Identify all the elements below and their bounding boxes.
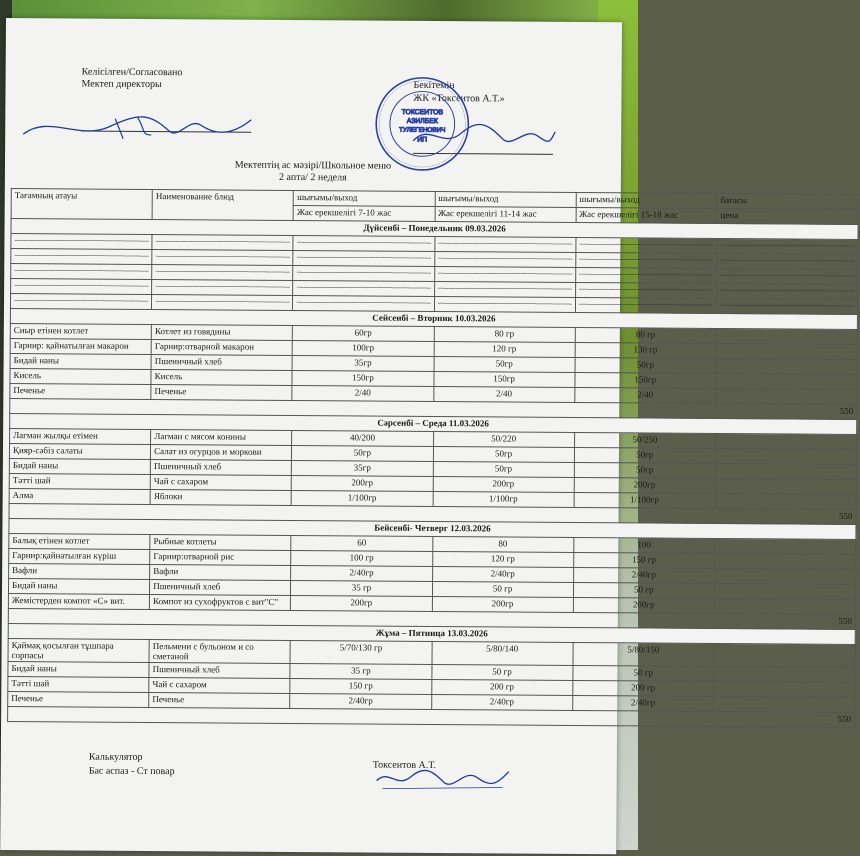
col-dish-kz: Тағамның атауы xyxy=(11,189,152,220)
price-cell xyxy=(716,373,857,389)
price-cell xyxy=(714,583,855,599)
day-title: Жұма – Пятница 13.03.2026 xyxy=(8,624,855,645)
dish-name-ru: Котлет из говядины xyxy=(151,325,292,341)
dish-name-ru: Печенье xyxy=(151,385,292,401)
output-11-14: 200 гр xyxy=(431,679,572,695)
output-7-10: 1/100гр xyxy=(291,491,432,507)
dish-name-ru: Салат из огурцов и моркови xyxy=(151,445,292,461)
dish-name-kz: Тәтті шай xyxy=(8,677,149,693)
dash-cell: -------------------------------------------------------------- xyxy=(716,283,857,299)
output-7-10: 2/40 xyxy=(292,386,433,402)
output-15-18: 200гр xyxy=(574,477,715,493)
price-cell xyxy=(716,343,857,359)
col-output-1: шығымы/выход xyxy=(294,191,435,207)
dish-name-kz: Лагман жылқы етімен xyxy=(10,429,151,445)
dish-name-kz: Тәтті шай xyxy=(9,474,150,490)
dish-name-kz: Бидай наны xyxy=(8,579,149,595)
footer-chef: Бас аспаз - Ст повар xyxy=(88,765,175,778)
output-11-14: 50гр xyxy=(433,446,574,462)
output-11-14: 120 гр xyxy=(434,341,575,357)
output-11-14: 50/220 xyxy=(433,431,574,447)
output-15-18: 2/40гр xyxy=(572,695,713,711)
price-cell xyxy=(715,463,856,479)
day-title: Бейсенбі- Четверг 12.03.2026 xyxy=(9,519,856,540)
dish-name-kz: Бидай наны xyxy=(8,662,149,678)
output-15-18: 2/40гр xyxy=(573,567,714,583)
dash-cell: -------------------------------------------------------------- xyxy=(10,294,151,310)
output-15-18: 50 гр xyxy=(573,665,714,681)
output-15-18: 130 гр xyxy=(575,342,716,358)
output-7-10: 60 xyxy=(291,536,432,552)
dash-cell: -------------------------------------------------------------- xyxy=(434,251,575,267)
dash-cell: -------------------------------------------------------------- xyxy=(434,296,575,312)
dash-cell: -------------------------------------------------------------- xyxy=(293,296,434,312)
dish-name-ru: Яблоки xyxy=(150,490,291,506)
output-11-14: 120 гр xyxy=(432,551,573,567)
output-15-18: 2/40 xyxy=(575,387,716,403)
dish-name-ru: Рыбные котлеты xyxy=(150,535,291,551)
price-cell xyxy=(714,643,855,667)
price-cell xyxy=(715,433,856,449)
dash-cell: -------------------------------------------------------------- xyxy=(293,266,434,282)
dash-cell: -------------------------------------------------------------- xyxy=(293,251,434,267)
dash-cell: -------------------------------------------------------------- xyxy=(576,237,717,253)
dish-name-ru: Кисель xyxy=(151,370,292,386)
dish-name-kz: Балық етінен котлет xyxy=(9,534,150,550)
output-11-14: 2/40гр xyxy=(432,566,573,582)
dash-cell: -------------------------------------------------------------- xyxy=(11,249,152,265)
dish-name-kz: Қаймақ қосылған тұшпара сорпасы xyxy=(8,639,149,663)
dash-cell: -------------------------------------------------------------- xyxy=(575,252,716,268)
price-cell xyxy=(716,328,857,344)
output-15-18: 100 xyxy=(573,537,714,553)
output-7-10: 60гр xyxy=(293,326,434,342)
footer-calculator: Калькулятор xyxy=(88,751,143,763)
dish-name-ru: Компот из сухофруктов с вит"С" xyxy=(150,595,291,611)
dish-name-ru: Печенье xyxy=(149,693,290,709)
dish-name-kz: Жемістерден компот «С» вит. xyxy=(8,594,149,610)
output-11-14: 50 гр xyxy=(431,664,572,680)
stamp-text-3: ТУЛЕГЕНОВИЧ xyxy=(398,126,446,134)
dish-name-ru: Пшеничный хлеб xyxy=(150,460,291,476)
price-cell xyxy=(714,568,855,584)
dish-name-kz: Сиыр етінен котлет xyxy=(10,324,151,340)
col-age-2: Жас ерекшелігі 11-14 жас xyxy=(435,206,576,222)
output-11-14: 200гр xyxy=(432,596,573,612)
dash-cell: -------------------------------------------------------------- xyxy=(717,238,858,254)
output-15-18: 50гр xyxy=(574,462,715,478)
day-title: Дүйсенбі – Понедельник 09.03.2026 xyxy=(11,219,858,240)
dash-cell: -------------------------------------------------------------- xyxy=(152,280,293,296)
dash-cell: -------------------------------------------------------------- xyxy=(11,264,152,280)
director-label: Мектеп директоры xyxy=(81,78,162,91)
dish-name-ru: Пшеничный хлеб xyxy=(151,355,292,371)
output-15-18: 1/100гр xyxy=(574,492,715,508)
dash-cell: -------------------------------------------------------------- xyxy=(434,236,575,252)
price-cell xyxy=(715,538,856,554)
output-7-10: 150 гр xyxy=(290,679,431,695)
dash-cell: -------------------------------------------------------------- xyxy=(434,266,575,282)
dish-name-ru: Гарнир:отварной макарон xyxy=(151,340,292,356)
menu-week: 2 апта/ 2 неделя xyxy=(279,171,347,184)
output-7-10: 5/70/130 гр xyxy=(290,641,431,665)
footer-roles xyxy=(89,751,175,780)
output-7-10: 200гр xyxy=(292,476,433,492)
menu-table xyxy=(7,188,859,728)
output-7-10: 35 гр xyxy=(291,581,432,597)
output-7-10: 50гр xyxy=(292,446,433,462)
dash-cell: -------------------------------------------------------------- xyxy=(152,265,293,281)
price-cell xyxy=(714,696,855,712)
output-7-10: 100 гр xyxy=(291,551,432,567)
output-7-10: 2/40гр xyxy=(290,694,431,710)
price-cell xyxy=(716,358,857,374)
output-7-10: 35гр xyxy=(292,356,433,372)
output-7-10: 35гр xyxy=(292,461,433,477)
dash-cell: -------------------------------------------------------------- xyxy=(11,234,152,250)
dish-name-ru: Чай с сахаром xyxy=(149,678,290,694)
output-15-18: 50 гр xyxy=(573,582,714,598)
col-output-2: шығымы/выход xyxy=(435,191,576,207)
price-cell xyxy=(714,598,855,614)
stamp-text-1: ТОКСЕИТОВ xyxy=(401,108,444,117)
output-15-18: 150 гр xyxy=(573,552,714,568)
dash-cell: -------------------------------------------------------------- xyxy=(717,253,858,269)
output-11-14: 80 xyxy=(432,536,573,552)
approve-label: Бекітемін xyxy=(413,79,455,92)
output-11-14: 200гр xyxy=(433,476,574,492)
dash-cell: -------------------------------------------------------------- xyxy=(11,279,152,295)
dash-cell: -------------------------------------------------------------- xyxy=(293,281,434,297)
dish-name-kz: Гарнир: қайнатылған макарон xyxy=(10,339,151,355)
day-total-price: 550 xyxy=(9,504,856,525)
menu-title: Мектептің ас мәзірі/Школьное меню xyxy=(234,159,392,172)
dish-name-kz: Қияр-сәбіз салаты xyxy=(9,444,150,460)
output-15-18: 5/80/150 xyxy=(573,642,714,666)
price-cell xyxy=(714,681,855,697)
output-7-10: 2/40гр xyxy=(291,566,432,582)
dash-cell: -------------------------------------------------------------- xyxy=(575,282,716,298)
day-title: Сейсенбі – Вторник 10.03.2026 xyxy=(10,309,857,330)
output-15-18: 150гр xyxy=(575,372,716,388)
dish-name-ru: Вафли xyxy=(150,565,291,581)
dash-cell: -------------------------------------------------------------- xyxy=(575,297,716,313)
dish-name-kz: Вафли xyxy=(9,564,150,580)
price-cell xyxy=(715,478,856,494)
day-total-price: 550 xyxy=(10,399,857,420)
output-7-10: 200гр xyxy=(291,596,432,612)
dish-name-kz: Алма xyxy=(9,489,150,505)
output-15-18: 80 гр xyxy=(575,327,716,343)
official-stamp xyxy=(373,75,472,174)
output-15-18: 200гр xyxy=(573,597,714,613)
dash-cell: -------------------------------------------------------------- xyxy=(575,267,716,283)
dish-name-kz: Бидай наны xyxy=(10,354,151,370)
output-11-14: 50гр xyxy=(433,461,574,477)
dish-name-kz: Бидай наны xyxy=(9,459,150,475)
output-7-10: 40/200 xyxy=(292,431,433,447)
output-11-14: 50 гр xyxy=(432,581,573,597)
dash-cell: -------------------------------------------------------------- xyxy=(152,235,293,251)
dish-name-ru: Пшеничный хлеб xyxy=(149,663,290,679)
dash-cell: -------------------------------------------------------------- xyxy=(717,268,858,284)
output-11-14: 150гр xyxy=(433,371,574,387)
dish-name-kz: Печенье xyxy=(10,384,151,400)
dash-cell: -------------------------------------------------------------- xyxy=(152,295,293,311)
output-11-14: 5/80/140 xyxy=(432,641,573,665)
menu-sheet xyxy=(0,18,855,854)
price-cell xyxy=(716,388,857,404)
stamp-text-2: АЗИЛБЕК xyxy=(406,117,438,126)
dish-name-ru: Гарнир:отварной рис xyxy=(150,550,291,566)
col-price-kz: бағасы xyxy=(717,193,858,209)
output-11-14: 2/40 xyxy=(433,386,574,402)
day-title: Сәрсенбі – Среда 11.03.2026 xyxy=(10,414,857,435)
price-cell xyxy=(715,448,856,464)
dish-name-kz: Печенье xyxy=(8,692,149,708)
approval-left xyxy=(81,67,182,92)
output-7-10: 35 гр xyxy=(290,664,431,680)
col-age-1: Жас ерекшелігі 7-10 жас xyxy=(293,206,434,222)
dash-cell: -------------------------------------------------------------- xyxy=(434,281,575,297)
approved-label: Келісілген/Согласовано xyxy=(81,66,183,79)
day-total-price: 550 xyxy=(8,707,855,728)
output-15-18: 50гр xyxy=(575,357,716,373)
output-7-10: 100гр xyxy=(292,341,433,357)
col-output-3: шығымы/выход xyxy=(576,192,717,208)
footer-name: Токсеитов А.Т. xyxy=(372,759,436,772)
output-15-18: 50гр xyxy=(574,447,715,463)
output-11-14: 1/100гр xyxy=(433,491,574,507)
col-dish-ru: Наименование блюд xyxy=(152,190,293,221)
dash-cell: -------------------------------------------------------------- xyxy=(293,236,434,252)
stamp-text-4: ИП xyxy=(417,136,428,144)
dash-cell: -------------------------------------------------------------- xyxy=(152,250,293,266)
dish-name-kz: Кисель xyxy=(10,369,151,385)
output-15-18: 200 гр xyxy=(572,680,713,696)
output-15-18: 50/250 xyxy=(574,432,715,448)
chef-signature xyxy=(373,763,513,794)
director-signature xyxy=(19,104,259,146)
dish-name-ru: Пшеничный хлеб xyxy=(150,580,291,596)
dish-name-ru: Лагман с мясом конины xyxy=(151,430,292,446)
col-age-3: Жас ерекшелігі 15-18 жас xyxy=(576,207,717,223)
day-total-price: 550 xyxy=(8,609,855,630)
dish-name-kz: Гарнир:қайнатылған күріш xyxy=(9,549,150,565)
price-cell xyxy=(714,666,855,682)
price-cell xyxy=(715,553,856,569)
price-cell xyxy=(715,493,856,509)
output-7-10: 150гр xyxy=(292,371,433,387)
output-11-14: 2/40гр xyxy=(431,694,572,710)
col-price-ru: цена xyxy=(717,208,858,224)
dish-name-ru: Чай с сахаром xyxy=(150,475,291,491)
dash-cell: -------------------------------------------------------------- xyxy=(716,298,857,314)
dish-name-ru: Пельмени с бульоном и со сметаной xyxy=(149,640,290,664)
output-11-14: 50гр xyxy=(434,356,575,372)
output-11-14: 80 гр xyxy=(434,326,575,342)
entrepreneur-label: ЖК «Токсеитов А.Т.» xyxy=(413,92,505,105)
